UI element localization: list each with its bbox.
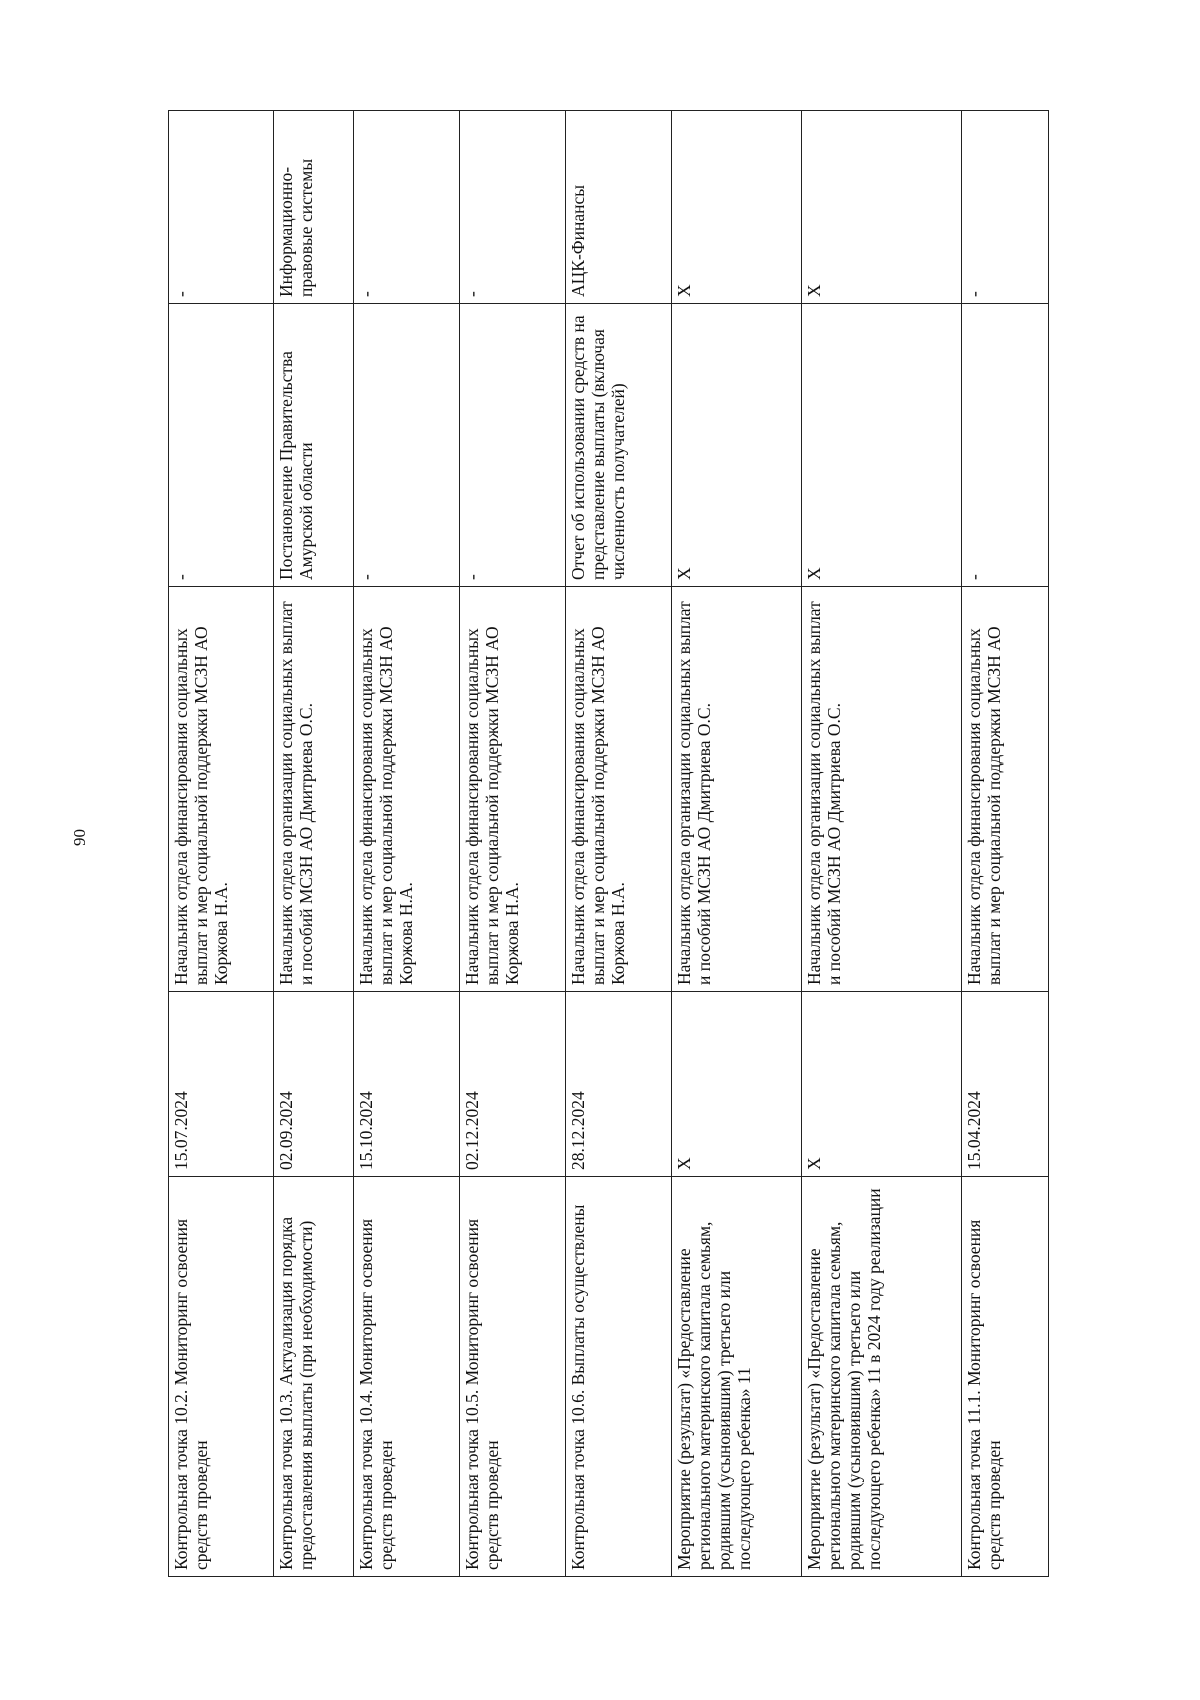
table-row bbox=[274, 111, 354, 1577]
cell-responsible: Начальник отдела финансирования социальных выплат и мер социальной поддержки МСЗН АО Коржова Н.А. bbox=[169, 587, 274, 992]
cell-responsible: Начальник отдела финансирования социальных выплат и мер социальной поддержки МСЗН АО Коржова Н.А. bbox=[354, 587, 460, 992]
cell-system: Информационно-правовые системы bbox=[274, 111, 354, 304]
table-row bbox=[672, 111, 802, 1577]
cell-document: - bbox=[169, 304, 274, 587]
table-row bbox=[802, 111, 962, 1577]
cell-date: 15.04.2024 bbox=[962, 992, 1049, 1177]
rotated-table-container bbox=[168, 111, 1048, 1577]
table-row bbox=[566, 111, 672, 1577]
cell-name: Контрольная точка 11.1. Мониторинг освоения средств проведен bbox=[962, 1177, 1049, 1577]
cell-system: - bbox=[169, 111, 274, 304]
cell-responsible: Начальник отдела организации социальных выплат и пособий МСЗН АО Дмитриева О.С. bbox=[672, 587, 802, 992]
cell-document: X bbox=[802, 304, 962, 587]
cell-system: - bbox=[354, 111, 460, 304]
cell-name: Контрольная точка 10.5. Мониторинг освоения средств проведен bbox=[460, 1177, 566, 1577]
cell-name: Контрольная точка 10.4. Мониторинг освоения средств проведен bbox=[354, 1177, 460, 1577]
cell-document: - bbox=[460, 304, 566, 587]
cell-system: - bbox=[962, 111, 1049, 304]
cell-document: Отчет об использовании средств на представление выплаты (включая численность получателей) bbox=[566, 304, 672, 587]
page-number: 90 bbox=[70, 829, 89, 846]
table-row bbox=[169, 111, 274, 1577]
table-row bbox=[962, 111, 1049, 1577]
activities-table bbox=[168, 110, 1049, 1577]
cell-date: 02.09.2024 bbox=[274, 992, 354, 1177]
table-row bbox=[354, 111, 460, 1577]
cell-responsible: Начальник отдела организации социальных выплат и пособий МСЗН АО Дмитриева О.С. bbox=[274, 587, 354, 992]
cell-responsible: Начальник отдела финансирования социальных выплат и мер социальной поддержки МСЗН АО Коржова Н.А. bbox=[460, 587, 566, 992]
table-row bbox=[460, 111, 566, 1577]
cell-system: - bbox=[460, 111, 566, 304]
cell-document: Постановление Правительства Амурской области bbox=[274, 304, 354, 587]
cell-document: - bbox=[962, 304, 1049, 587]
cell-document: - bbox=[354, 304, 460, 587]
cell-system: АЦК-Финансы bbox=[566, 111, 672, 304]
cell-system: X bbox=[802, 111, 962, 304]
cell-date: 15.07.2024 bbox=[169, 992, 274, 1177]
cell-system: X bbox=[672, 111, 802, 304]
cell-date: 15.10.2024 bbox=[354, 992, 460, 1177]
cell-date: X bbox=[672, 992, 802, 1177]
cell-name: Контрольная точка 10.3. Актуализация порядка предоставления выплаты (при необходимости) bbox=[274, 1177, 354, 1577]
cell-responsible: Начальник отдела организации социальных выплат и пособий МСЗН АО Дмитриева О.С. bbox=[802, 587, 962, 992]
cell-name: Контрольная точка 10.6. Выплаты осуществлены bbox=[566, 1177, 672, 1577]
cell-responsible: Начальник отдела финансирования социальных выплат и мер социальной поддержки МСЗН АО bbox=[962, 587, 1049, 992]
cell-name: Контрольная точка 10.2. Мониторинг освоения средств проведен bbox=[169, 1177, 274, 1577]
cell-date: X bbox=[802, 992, 962, 1177]
cell-date: 02.12.2024 bbox=[460, 992, 566, 1177]
cell-responsible: Начальник отдела финансирования социальных выплат и мер социальной поддержки МСЗН АО Коржова Н.А. bbox=[566, 587, 672, 992]
cell-document: X bbox=[672, 304, 802, 587]
cell-date: 28.12.2024 bbox=[566, 992, 672, 1177]
cell-name: Мероприятие (результат) «Предоставление регионального материнского капитала семьям, родившим (усыновившим) третьего или последующего ребенка» 11 в 2024 году реализации bbox=[802, 1177, 962, 1577]
cell-name: Мероприятие (результат) «Предоставление регионального материнского капитала семьям, родившим (усыновившим) третьего или последующего ребенка» 11 bbox=[672, 1177, 802, 1577]
